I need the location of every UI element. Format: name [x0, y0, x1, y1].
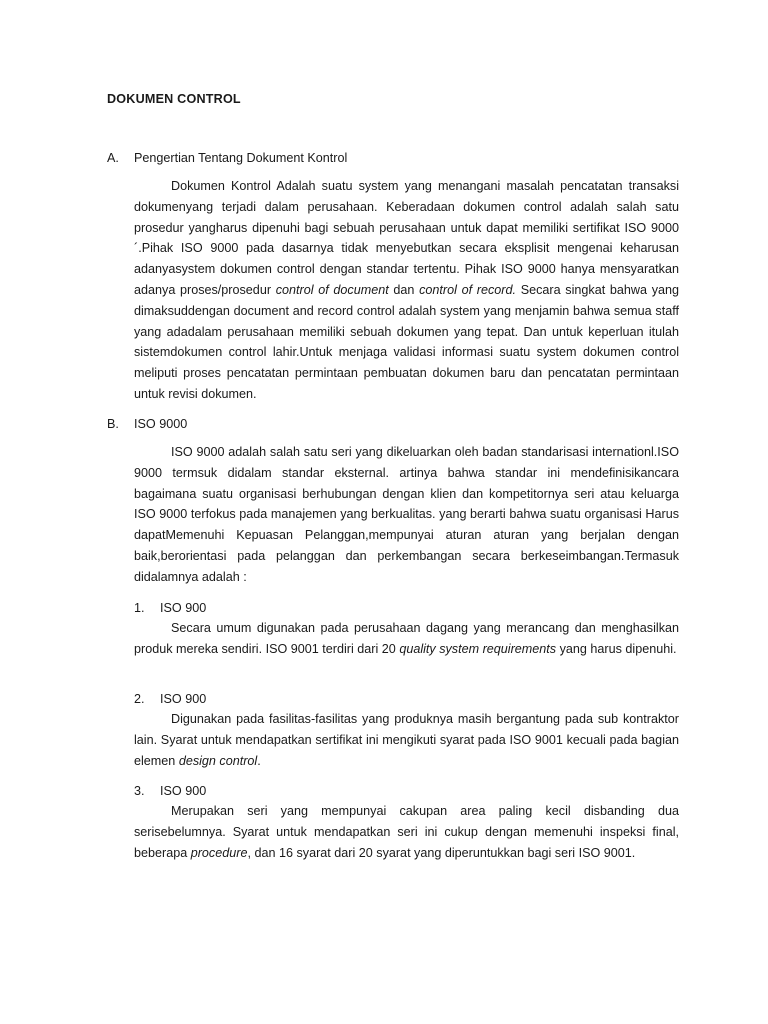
section-a-letter: A. [107, 151, 119, 165]
section-a-heading: Pengertian Tentang Dokument Kontrol [134, 151, 348, 165]
section-a-text-3: Secara singkat bahwa yang dimaksuddengan document and record control adalah system yang menjamin bahwa semua staff yang adadalam perusahaan memiliki sebuah dokumen yang tepat. Dan untuk keperluan itulah sistemdokumen control lahir.Untuk menjaga validasi informasi suatu system dokumen control meliputi proses pencatatan permintaan pembuatan dokumen baru dan pencatatan permintaan untuk revisi dokumen. [134, 282, 680, 401]
list-item-1-body [134, 618, 679, 660]
section-a-paragraph [134, 176, 679, 405]
list-item-1-number: 1. [134, 601, 145, 615]
section-a-text-2: dan [388, 282, 420, 297]
list-item-2-number: 2. [134, 692, 145, 706]
document-title: DOKUMEN CONTROL [107, 92, 241, 106]
list-item-2-text-1: Digunakan pada fasilitas-fasilitas yang produknya masih bergantung pada sub kontraktor lain. Syarat untuk mendapatkan sertifikat ini mengikuti syarat pada ISO 9001 kecuali pada bagian elemen [134, 712, 679, 768]
list-item-3-text-1: Merupakan seri yang mempunyai cakupan area paling kecil disbanding dua serisebelumnya. Syarat untuk mendapatkan seri ini cukup dengan memenuhi inspeksi final, beberapa [134, 804, 679, 860]
section-b-heading: ISO 9000 [134, 417, 188, 431]
list-item-1-text-2: yang harus dipenuhi. [556, 641, 677, 656]
section-b-paragraph: ISO 9000 adalah salah satu seri yang dikeluarkan oleh badan standarisasi internationl.ISO 9000 termsuk didalam standar eksternal. artinya bahwa standar ini mendefinisikancara bagaimana suatu organisasi berhubungan dengan klien dan kompetitornya seri atau keluarga ISO 9000 terfokus pada manajemen yang berkualitas. yang berarti bahwa suatu organisasi Harus dapatMemenuhi Kepuasan Pelanggan,mempunyai aturan aturan yang berjalan dengan baik,berorientasi pada pelanggan dan perkembangan secara berkeseimbangan.Termasuk didalamnya adalah : [134, 445, 679, 584]
list-item-2-emphasis: design control [178, 753, 258, 768]
list-item-1-text-1: Secara umum digunakan pada perusahaan dagang yang merancang dan menghasilkan produk mereka sendiri. ISO 9001 terdiri dari 20 [134, 621, 679, 656]
section-a-emphasis-1: control of document [275, 282, 389, 297]
list-item-1-emphasis: quality system requirements [399, 641, 557, 656]
list-item-1-title: ISO 900 [160, 601, 207, 615]
list-item-3-emphasis: procedure [190, 845, 248, 860]
section-b-letter: B. [107, 417, 119, 431]
list-item-3-title: ISO 900 [160, 784, 207, 798]
list-item-2-title: ISO 900 [160, 692, 207, 706]
list-item-3-text-2: , dan 16 syarat dari 20 syarat yang diperuntukkan bagi seri ISO 9001. [247, 845, 636, 860]
list-item-3-number: 3. [134, 784, 145, 798]
list-item-3-body [134, 801, 679, 863]
section-a-text-1: Dokumen Kontrol Adalah suatu system yang menangani masalah pencatatan transaksi dokumenyang terjadi dalam perusahaan. Keberadaan dokumen control adalah salah satu prosedur yangharus dipenuhi bagi sebuah perusahaan untuk dapat memiliki sertifikat ISO 9000´.Pihak ISO 9000 pada dasarnya tidak menyebutkan secara eksplisit mengenai keharusan adanyasystem dokumen control dengan standar tertentu. Pihak ISO 9000 hanya mensyaratkan adanya proses/prosedur [134, 179, 679, 297]
section-a-emphasis-2: control of record. [419, 282, 517, 297]
list-item-2-body [134, 709, 679, 771]
list-item-2-text-2: . [257, 753, 261, 768]
